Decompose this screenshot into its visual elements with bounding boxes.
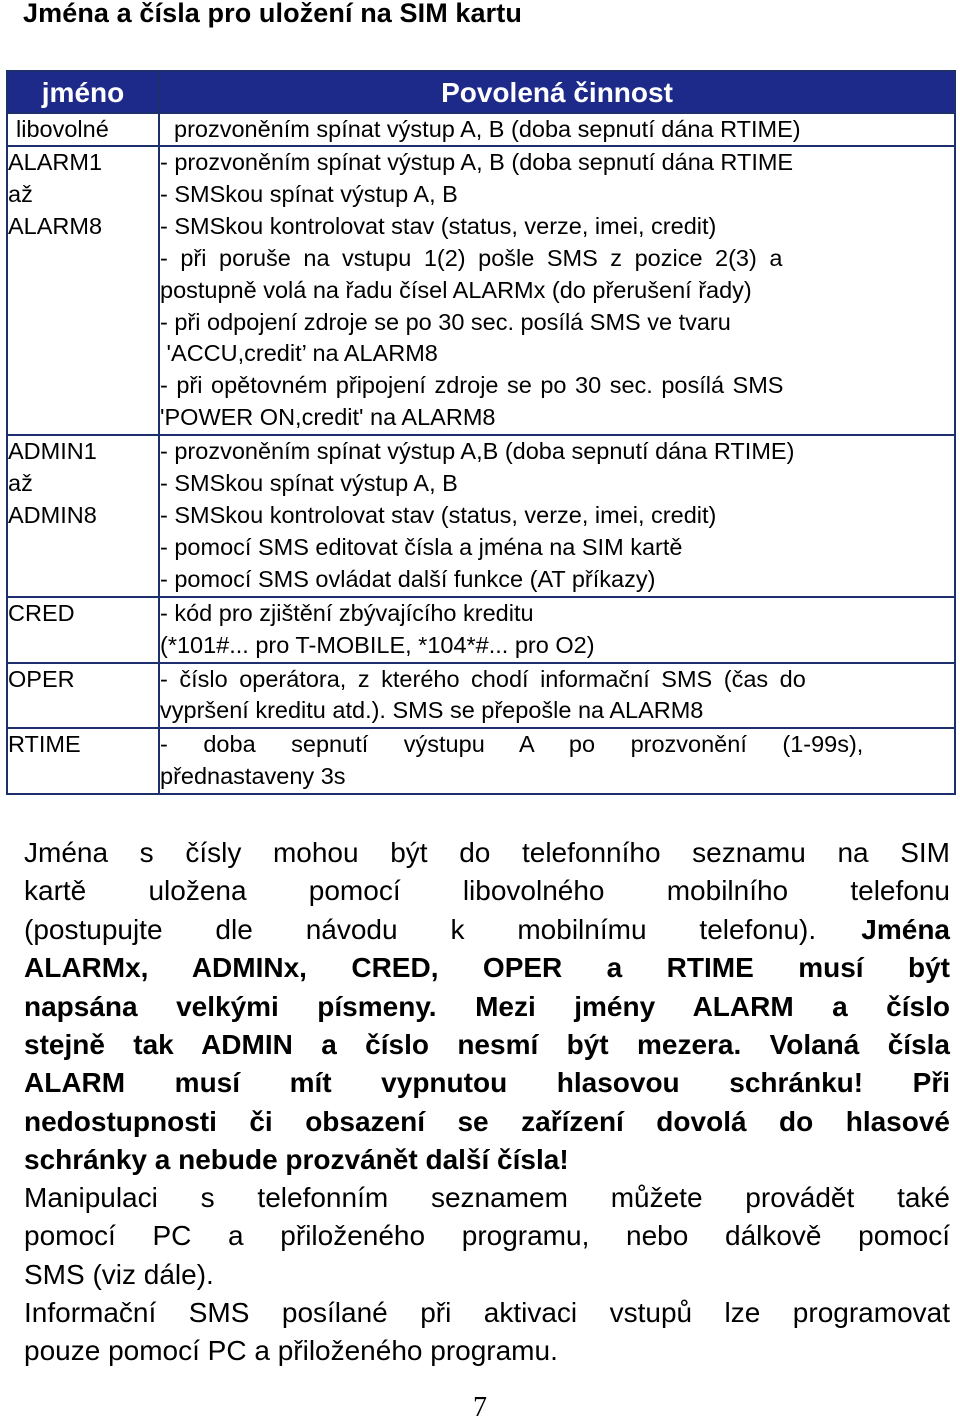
- column-header-name: jméno: [7, 71, 159, 113]
- paragraph-line: [24, 1064, 950, 1102]
- name-line: ALARM8: [8, 212, 103, 239]
- name-cell: [7, 435, 159, 597]
- action-line: přednastaveny 3s: [160, 763, 346, 790]
- name-line: ADMIN1: [8, 438, 97, 465]
- action-cell: [159, 597, 955, 663]
- action-line: - číslo operátora, z kterého chodí informační SMS (čas do: [160, 665, 806, 692]
- action-cell: [159, 146, 955, 435]
- paragraph-bold-text: nedostupnosti či obsazení se zařízení dovolá do hlasové: [24, 1105, 950, 1137]
- name-line: libovolné: [16, 116, 109, 142]
- name-cell: [7, 597, 159, 663]
- paragraph-line: [24, 911, 950, 949]
- name-cell: [7, 146, 159, 435]
- paragraph-pc-management: [24, 1179, 950, 1294]
- action-line: - doba sepnutí výstupu A po prozvonění (1-99s),: [160, 731, 864, 758]
- page-number: 7: [473, 1392, 487, 1423]
- table-header-row: [7, 71, 955, 113]
- name-cell: [7, 113, 159, 146]
- table-row: [7, 435, 955, 597]
- action-line: 'POWER ON,credit' na ALARM8: [160, 404, 496, 431]
- paragraph-info-sms: [24, 1294, 950, 1371]
- table-row: [7, 113, 955, 146]
- action-line: - SMSkou spínat výstup A, B: [160, 470, 458, 497]
- name-line: ALARM1: [8, 149, 103, 175]
- action-cell: [159, 113, 955, 146]
- paragraph-text: Manipulaci s telefonním seznamem můžete provádět také: [24, 1182, 950, 1213]
- action-line: - při odpojení zdroje se po 30 sec. posílá SMS ve tvaru: [160, 308, 731, 335]
- paragraph-bold-text: stejně tak ADMIN a číslo nesmí být mezera. Volaná čísla: [24, 1029, 950, 1061]
- paragraph-text: (postupujte dle návodu k mobilnímu telefonu).: [24, 913, 817, 945]
- paragraph-text: Jména s čísly mohou být do telefonního seznamu na SIM: [24, 837, 950, 868]
- action-line: - SMSkou spínat výstup A, B: [160, 180, 458, 207]
- paragraph-line: [24, 1179, 950, 1217]
- action-line: 'ACCU,credit’ na ALARM8: [160, 340, 438, 367]
- sim-names-table: [6, 70, 956, 795]
- paragraph-bold-text: Jména: [861, 913, 950, 945]
- action-line: - pomocí SMS ovládat další funkce (AT příkazy): [160, 565, 656, 592]
- paragraph-line: [24, 1294, 950, 1332]
- paragraph-bold-text: ALARM musí mít vypnutou hlasovou schránku! Při: [24, 1067, 950, 1099]
- name-line: až: [8, 470, 33, 497]
- action-line: postupně volá na řadu čísel ALARMx (do přerušení řady): [160, 276, 752, 303]
- action-cell: [159, 435, 955, 597]
- paragraph-line: [24, 834, 950, 872]
- action-line: - prozvoněním spínat výstup A,B (doba sepnutí dána RTIME): [160, 438, 795, 465]
- name-line: OPER: [8, 665, 75, 692]
- paragraph-bold-text: napsána velkými písmeny. Mezi jmény ALARM a číslo: [24, 990, 950, 1022]
- table-row: [7, 728, 955, 794]
- paragraph-line: [24, 1103, 950, 1141]
- paragraph-line: [24, 949, 950, 987]
- paragraph-line: [24, 1217, 950, 1255]
- paragraph-line: [24, 1026, 950, 1064]
- paragraph-line: SMS (viz dále).: [24, 1258, 214, 1290]
- paragraph-line: [24, 872, 950, 910]
- paragraph-text: kartě uložena pomocí libovolného mobilního telefonu: [24, 875, 950, 907]
- action-line: (*101#... pro T-MOBILE, *104*#... pro O2): [160, 631, 595, 658]
- action-line: - SMSkou kontrolovat stav (status, verze, imei, credit): [160, 501, 717, 528]
- paragraph-bold-text: ALARMx, ADMINx, CRED, OPER a RTIME musí být: [24, 952, 950, 984]
- action-line: - SMSkou kontrolovat stav (status, verze, imei, credit): [160, 212, 717, 239]
- paragraph-sim-names-info: [24, 834, 950, 1180]
- name-line: ADMIN8: [8, 501, 97, 528]
- table-body: [7, 113, 955, 794]
- action-cell: [159, 728, 955, 794]
- paragraph-text: Informační SMS posílané při aktivaci vstupů lze programovat: [24, 1297, 950, 1328]
- name-cell: [7, 663, 159, 729]
- name-line: CRED: [8, 599, 75, 626]
- action-line: prozvoněním spínat výstup A, B (doba sepnutí dána RTIME): [174, 116, 801, 142]
- name-cell: [7, 728, 159, 794]
- action-line: vypršení kreditu atd.). SMS se přepošle na ALARM8: [160, 697, 704, 724]
- action-cell: [159, 663, 955, 729]
- action-line: - kód pro zjištění zbývajícího kreditu: [160, 599, 534, 626]
- action-line: - při poruše na vstupu 1(2) pošle SMS z pozice 2(3) a: [160, 244, 783, 271]
- table-row: [7, 146, 955, 435]
- table-row: [7, 597, 955, 663]
- page-title: Jména a čísla pro uložení na SIM kartu: [23, 0, 522, 28]
- paragraph-line: [24, 988, 950, 1026]
- paragraph-line: schránky a nebude prozvánět další čísla!: [24, 1144, 569, 1176]
- action-line: - prozvoněním spínat výstup A, B (doba sepnutí dána RTIME: [160, 149, 794, 175]
- paragraph-text: pomocí PC a přiloženého programu, nebo dálkově pomocí: [24, 1220, 950, 1252]
- action-line: - pomocí SMS editovat čísla a jména na SIM kartě: [160, 533, 683, 560]
- action-line: - při opětovném připojení zdroje se po 30 sec. posílá SMS: [160, 372, 784, 399]
- name-line: až: [8, 180, 33, 207]
- name-line: RTIME: [8, 731, 81, 758]
- column-header-action: Povolená činnost: [159, 71, 955, 113]
- paragraph-line: pouze pomocí PC a přiloženého programu.: [24, 1335, 558, 1367]
- table-row: [7, 663, 955, 729]
